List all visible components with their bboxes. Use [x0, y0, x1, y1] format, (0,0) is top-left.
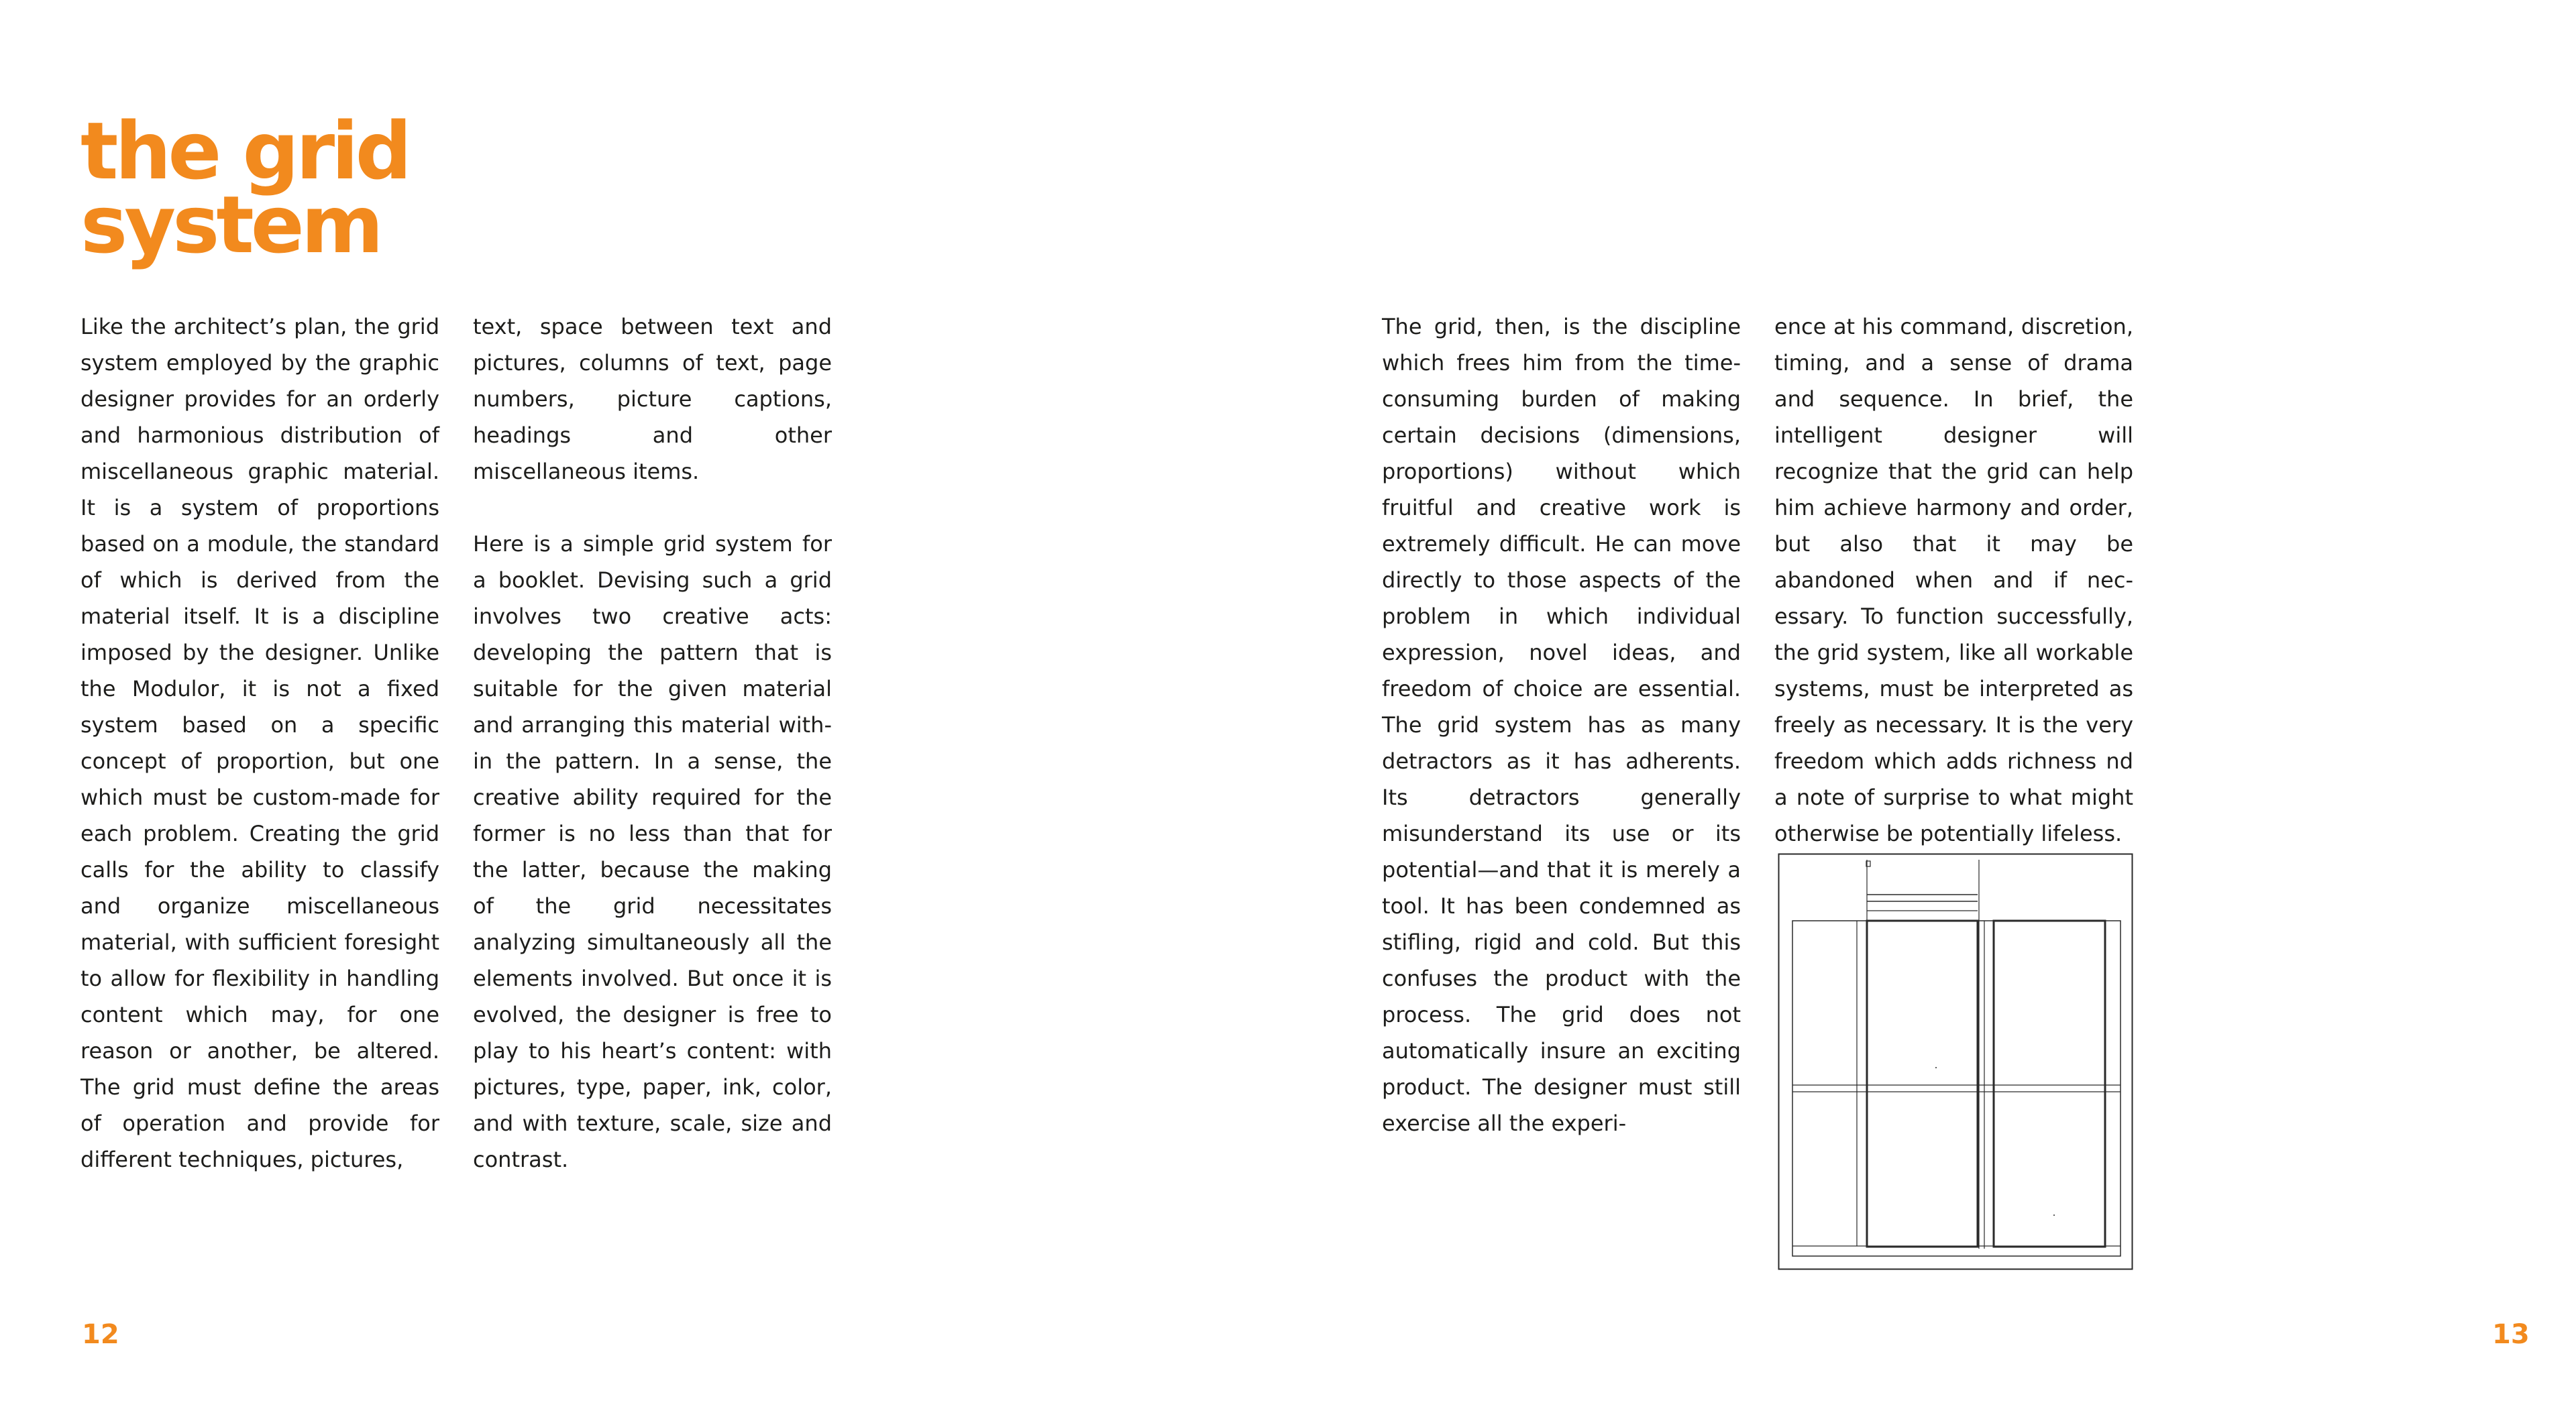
- page-number-right: 13: [2492, 1319, 2530, 1350]
- title-line-2: system: [80, 178, 380, 271]
- column-block-b: [1994, 921, 2105, 1247]
- page-area: [1792, 921, 2121, 1256]
- title-line-1: the grid: [80, 105, 409, 197]
- page-title: [80, 105, 409, 271]
- paragraph: The grid, then, is the discipline which frees him from the time-consuming burden of making certain decisions (dimensions, proportions) without which fruitful and creative work is extremely difficult. He can move directly to those aspects of the problem in which individual expression, novel ideas, and freedom of choice are essential. The grid system has as many detractors as it has adherents. Its detractors generally misunderstand its use or its potential—and that it is merely a tool. It has been condemned as stifling, rigid and cold. But this confuses the product with the process. The grid does not automatically insure an exciting product. The designer must still exercise all the experi-: [1382, 314, 1741, 1136]
- paragraph: text, space between text and pictures, columns of text, page numbers, picture captions, headings and other miscellaneous items.: [473, 314, 832, 484]
- text-column-1: [80, 308, 439, 1178]
- grid-diagram: [1778, 853, 2133, 1270]
- outer-frame: [1779, 854, 2133, 1269]
- paragraph: ence at his command, discretion, timing, and a sense of drama and sequence. In brief, the intelligent designer will recognize that the grid can help him achieve harmony and order, but also that it may be abandoned when and if necessary. To function successfully, the grid system, like all workable systems, must be interpreted as freely as necessary. It is the very freedom which adds richness nd a note of surprise to what might otherwise be potentially lifeless.: [1774, 314, 2133, 846]
- paragraph: Like the architect’s plan, the grid system employed by the graphic designer provides for an orderly and harmonious distribution of miscellaneous graphic material. It is a system of proportions based on a module, the standard of which is derived from the material itself. It is a discipline imposed by the designer. Unlike the Modulor, it is not a fixed system based on a specific concept of proportion, but one which must be custom-made for each problem. Creating the grid calls for the ability to classify and organize miscellaneous material, with sufficient foresight to allow for flexibility in handling content which may, for one reason or another, be altered. The grid must define the areas of operation and provide for different techniques, pictures,: [80, 314, 439, 1172]
- paragraph: Here is a simple grid system for a booklet. Devising such a grid involves two creative acts: developing the pattern that is suitable for the given material and arranging this material within the pattern. In a sense, the creative ability required for the former is no less than that for the latter, because the making of the grid necessitates analyzing simultaneously all the elements involved. But once it is evolved, the designer is free to play to his heart’s content: with pictures, type, paper, ink, color, and with texture, scale, size and contrast.: [473, 531, 832, 1172]
- page-number-left: 12: [82, 1319, 119, 1350]
- column-block-a: [1867, 921, 1978, 1247]
- text-column-3: [1382, 308, 1741, 1141]
- text-column-4: [1774, 308, 2133, 852]
- grid-diagram-drawing: [1778, 853, 2133, 1270]
- text-column-2: [473, 308, 832, 1178]
